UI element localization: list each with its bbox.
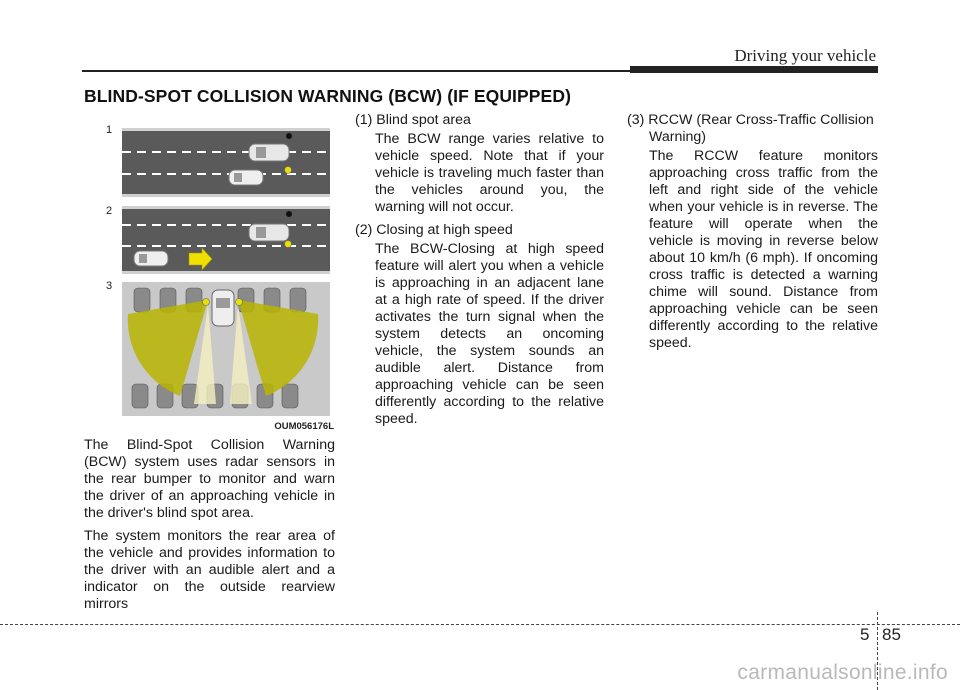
item-body-blind-spot: The BCW range varies relative to vehicle speed. Note that if your vehicle is traveling much faster than the vehicles around you, the warning will not occur. xyxy=(375,131,604,215)
figure-label-2: 2 xyxy=(106,205,113,217)
section-title: Driving your vehicle xyxy=(734,46,876,65)
bcw-diagram-svg xyxy=(84,114,334,432)
page-number: 85 xyxy=(882,625,901,644)
figure-caption: OUM056176L xyxy=(274,421,334,432)
intro-paragraph-1: The Blind-Spot Collision Warning (BCW) system uses radar sensors in the rear bumper to monitor and warn the driver of an approaching vehicle in the driver's blind spot area. xyxy=(84,437,335,521)
item-body-closing-speed: The BCW-Closing at high speed feature will alert you when a vehicle is approaching in an adjacent lane at a high rate of speed. If the driver activates the turn signal when the system detects an oncoming vehicle, the system sounds an audible alert. Distance from approaching vehicle can be seen differently according to the relative speed. xyxy=(375,241,604,427)
figure-label-1: 1 xyxy=(106,124,113,136)
left-column xyxy=(84,437,335,619)
right-column xyxy=(627,112,878,358)
middle-column xyxy=(355,112,604,434)
bcw-illustration xyxy=(84,114,334,432)
item-title-blind-spot: (1) Blind spot area xyxy=(355,112,471,128)
parking-panel-3 xyxy=(122,282,330,416)
chapter-number: 5 xyxy=(860,625,870,644)
page-heading: BLIND-SPOT COLLISION WARNING (BCW) (IF EQUIPPED) xyxy=(84,86,571,106)
header-tab-bar xyxy=(630,66,878,73)
footer-rule xyxy=(0,624,960,625)
intro-paragraph-2: The system monitors the rear area of the vehicle and provides information to the driver with an audible alert and a indicator on the outside rearview mirrors xyxy=(84,528,335,612)
figure-label-3: 3 xyxy=(106,280,113,292)
watermark: carmanualsonline.info xyxy=(737,661,948,684)
road-panel-2 xyxy=(122,206,330,274)
item-title-closing-speed: (2) Closing at high speed xyxy=(355,222,513,238)
road-panel-1 xyxy=(122,128,330,197)
item-body-rccw: The RCCW feature monitors approaching cross traffic from the left and right side of the vehicle when your vehicle is in reverse. The feature will operate when the vehicle is moving in reverse below about 10 km/h (6 mph). If oncoming cross traffic is detected a warning chime will sound. Distance from approaching vehicle can be seen differently according to the relative speed. xyxy=(649,148,878,351)
item-title-rccw: (3) RCCW (Rear Cross-Traffic Collision Warning) xyxy=(627,112,874,145)
